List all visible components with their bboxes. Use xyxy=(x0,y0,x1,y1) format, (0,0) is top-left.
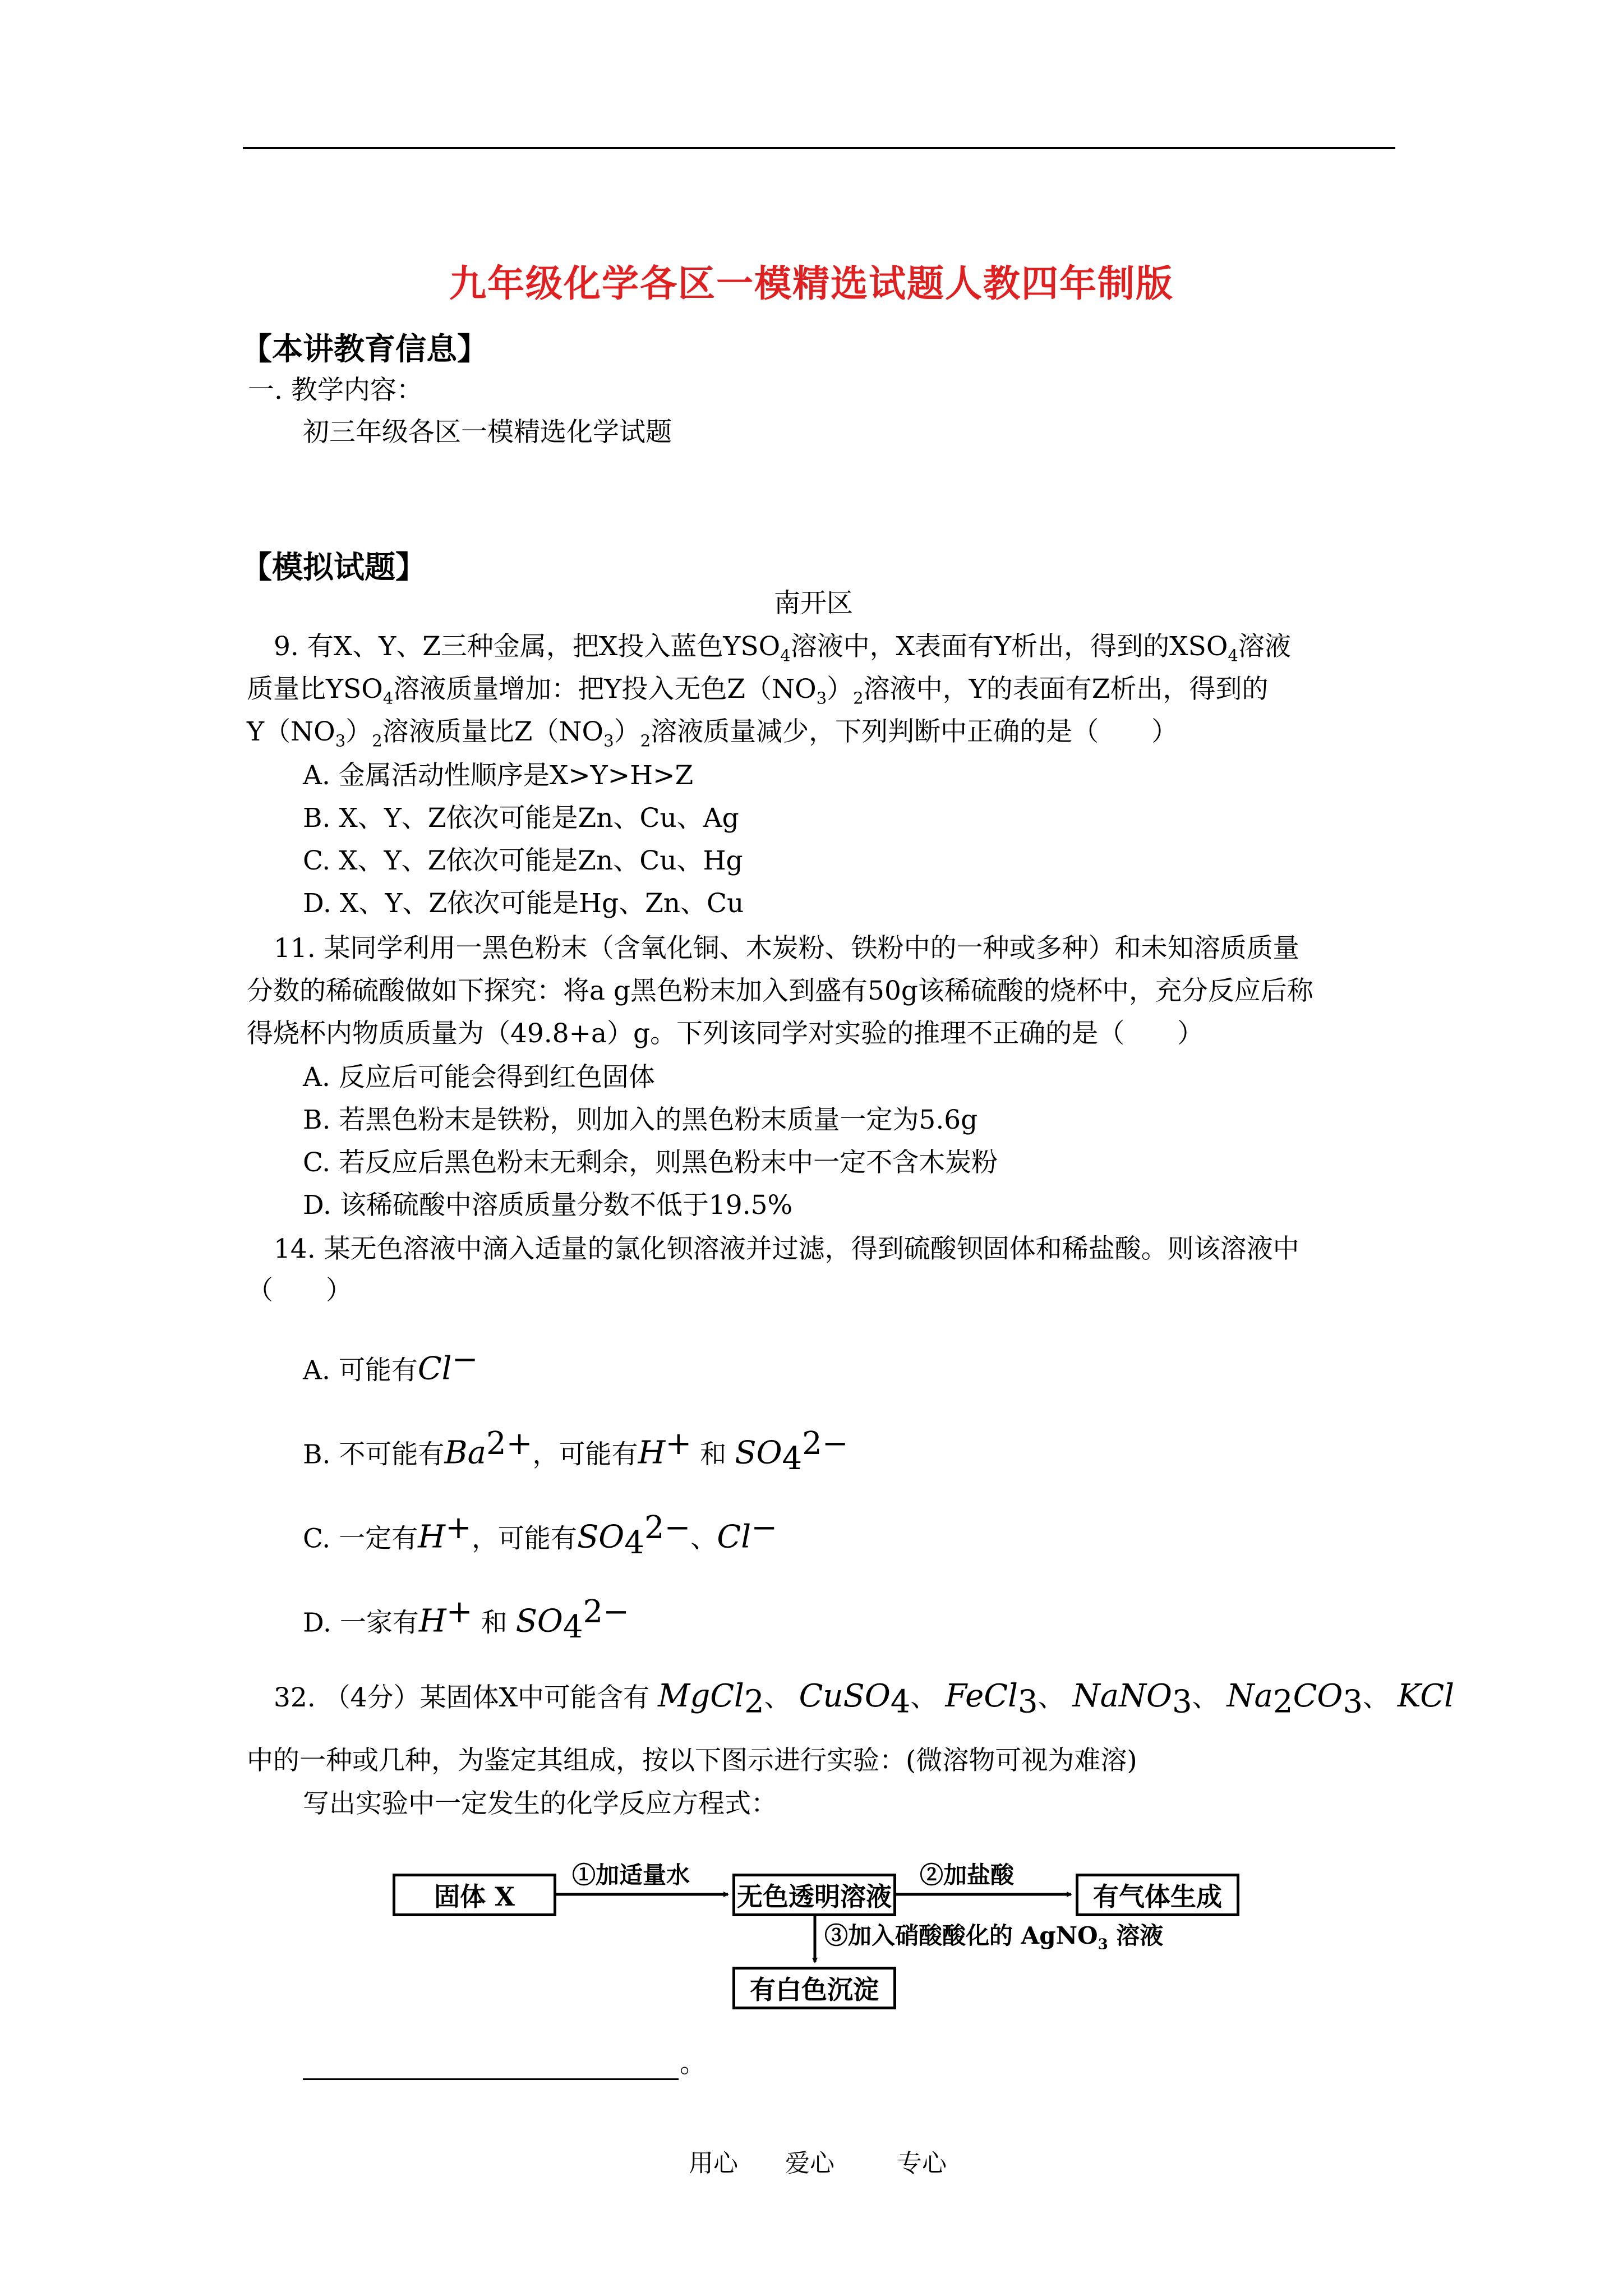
q32-line3: 写出实验中一定发生的化学反应方程式： xyxy=(303,1788,777,1819)
section-header-mock: 【模拟试题】 xyxy=(241,549,427,585)
footer-aixin: 爱心 xyxy=(785,2149,834,2178)
q9-option-c: C. X、Y、Z依次可能是Zn、Cu、Hg xyxy=(303,845,743,876)
q11-option-d: D. 该稀硫酸中溶质质量分数不低于19.5% xyxy=(303,1190,793,1221)
arrow-3-label: ③加入硝酸酸化的 AgNO$_3$ 溶液 xyxy=(824,1922,1164,1953)
section-header-info: 【本讲教育信息】 xyxy=(241,330,488,367)
teaching-content-text: 初三年级各区一模精选化学试题 xyxy=(303,417,672,448)
box-white-precipitate: 有白色沉淀 xyxy=(732,1967,896,2009)
box-solid-x: 固体 X xyxy=(393,1874,556,1916)
q9-option-b: B. X、Y、Z依次可能是Zn、Cu、Ag xyxy=(303,803,739,834)
answer-blank-line xyxy=(303,2078,679,2080)
page-title: 九年级化学各区一模精选试题人教四年制版 xyxy=(449,261,1174,305)
district-label: 南开区 xyxy=(774,588,853,619)
q32-line2: 中的一种或几种，为鉴定其组成，按以下图示进行实验：(微溶物可视为难溶) xyxy=(247,1745,1137,1776)
q11-option-c: C. 若反应后黑色粉末无剩余，则黑色粉末中一定不含木炭粉 xyxy=(303,1147,998,1178)
q11-line1: 11. 某同学利用一黑色粉末（含氧化铜、木炭粉、铁粉中的一种或多种）和未知溶质质量 xyxy=(274,933,1299,964)
q14-option-a: A. 可能有Cl− xyxy=(303,1341,478,1387)
arrow-2-label: ②加盐酸 xyxy=(920,1861,1015,1889)
q9-line3: $Y(NO_3)_2$溶液质量比$Z(NO_3)_2$溶液质量减少，下列判断中正确的是（ ） xyxy=(247,716,1178,751)
q9-line1: 9. 有X、Y、Z三种金属，把X投入蓝色$YSO_4$溶液中，X表面有Y析出，得到的$XSO_4$溶液 xyxy=(274,631,1291,665)
header-rule xyxy=(243,147,1395,149)
q14-option-b: B. 不可能有$Ba^{2+}$，可能有H+ 和 $SO_4^{2-}$ xyxy=(303,1425,849,1478)
q11-line3: 得烧杯内物质质量为（49.8+a）g。下列该同学对实验的推理不正确的是（ ） xyxy=(247,1018,1204,1049)
q14-line1: 14. 某无色溶液中滴入适量的氯化钡溶液并过滤，得到硫酸钡固体和稀盐酸。则该溶液中 xyxy=(274,1234,1299,1264)
arrow-1-label: ①加适量水 xyxy=(572,1861,690,1889)
q11-option-b: B. 若黑色粉末是铁粉，则加入的黑色粉末质量一定为5.6g xyxy=(303,1105,978,1135)
q14-line2: （ ） xyxy=(247,1275,352,1306)
q32-line1: 32. （4分）某固体X中可能含有 MgCl$_2$、 CuSO$_4$、 FeCl$_3$、 NaNO$_3$、 $Na_2CO_3$、 KCl xyxy=(274,1678,1455,1720)
q14-option-d: D. 一家有H+ 和 $SO_4^{2-}$ xyxy=(303,1594,630,1646)
box-colorless-solution: 无色透明溶液 xyxy=(732,1874,896,1916)
q9-option-d: D. X、Y、Z依次可能是Hg、Zn、Cu xyxy=(303,888,744,919)
teaching-content-label: 一. 教学内容： xyxy=(248,375,423,406)
box-gas-generated: 有气体生成 xyxy=(1076,1874,1239,1916)
q11-option-a: A. 反应后可能会得到红色固体 xyxy=(303,1062,655,1093)
q9-option-a: A. 金属活动性顺序是X>Y>H>Z xyxy=(303,760,694,791)
q9-line2: 质量比$YSO_4$溶液质量增加：把Y投入无色$Z(NO_3)_2$溶液中，Y的表面有Z析出，得到的 xyxy=(247,674,1269,708)
q11-line2: 分数的稀硫酸做如下探究：将a g黑色粉末加入到盛有50g该稀硫酸的烧杯中，充分反应后称 xyxy=(247,976,1313,1006)
footer-yongxin: 用心 xyxy=(689,2149,738,2178)
answer-period: 。 xyxy=(680,2048,706,2079)
footer-zhuanxin: 专心 xyxy=(897,2149,947,2178)
q14-option-c: C. 一定有H+，可能有$SO_4^{2-}$、Cl− xyxy=(303,1510,778,1562)
